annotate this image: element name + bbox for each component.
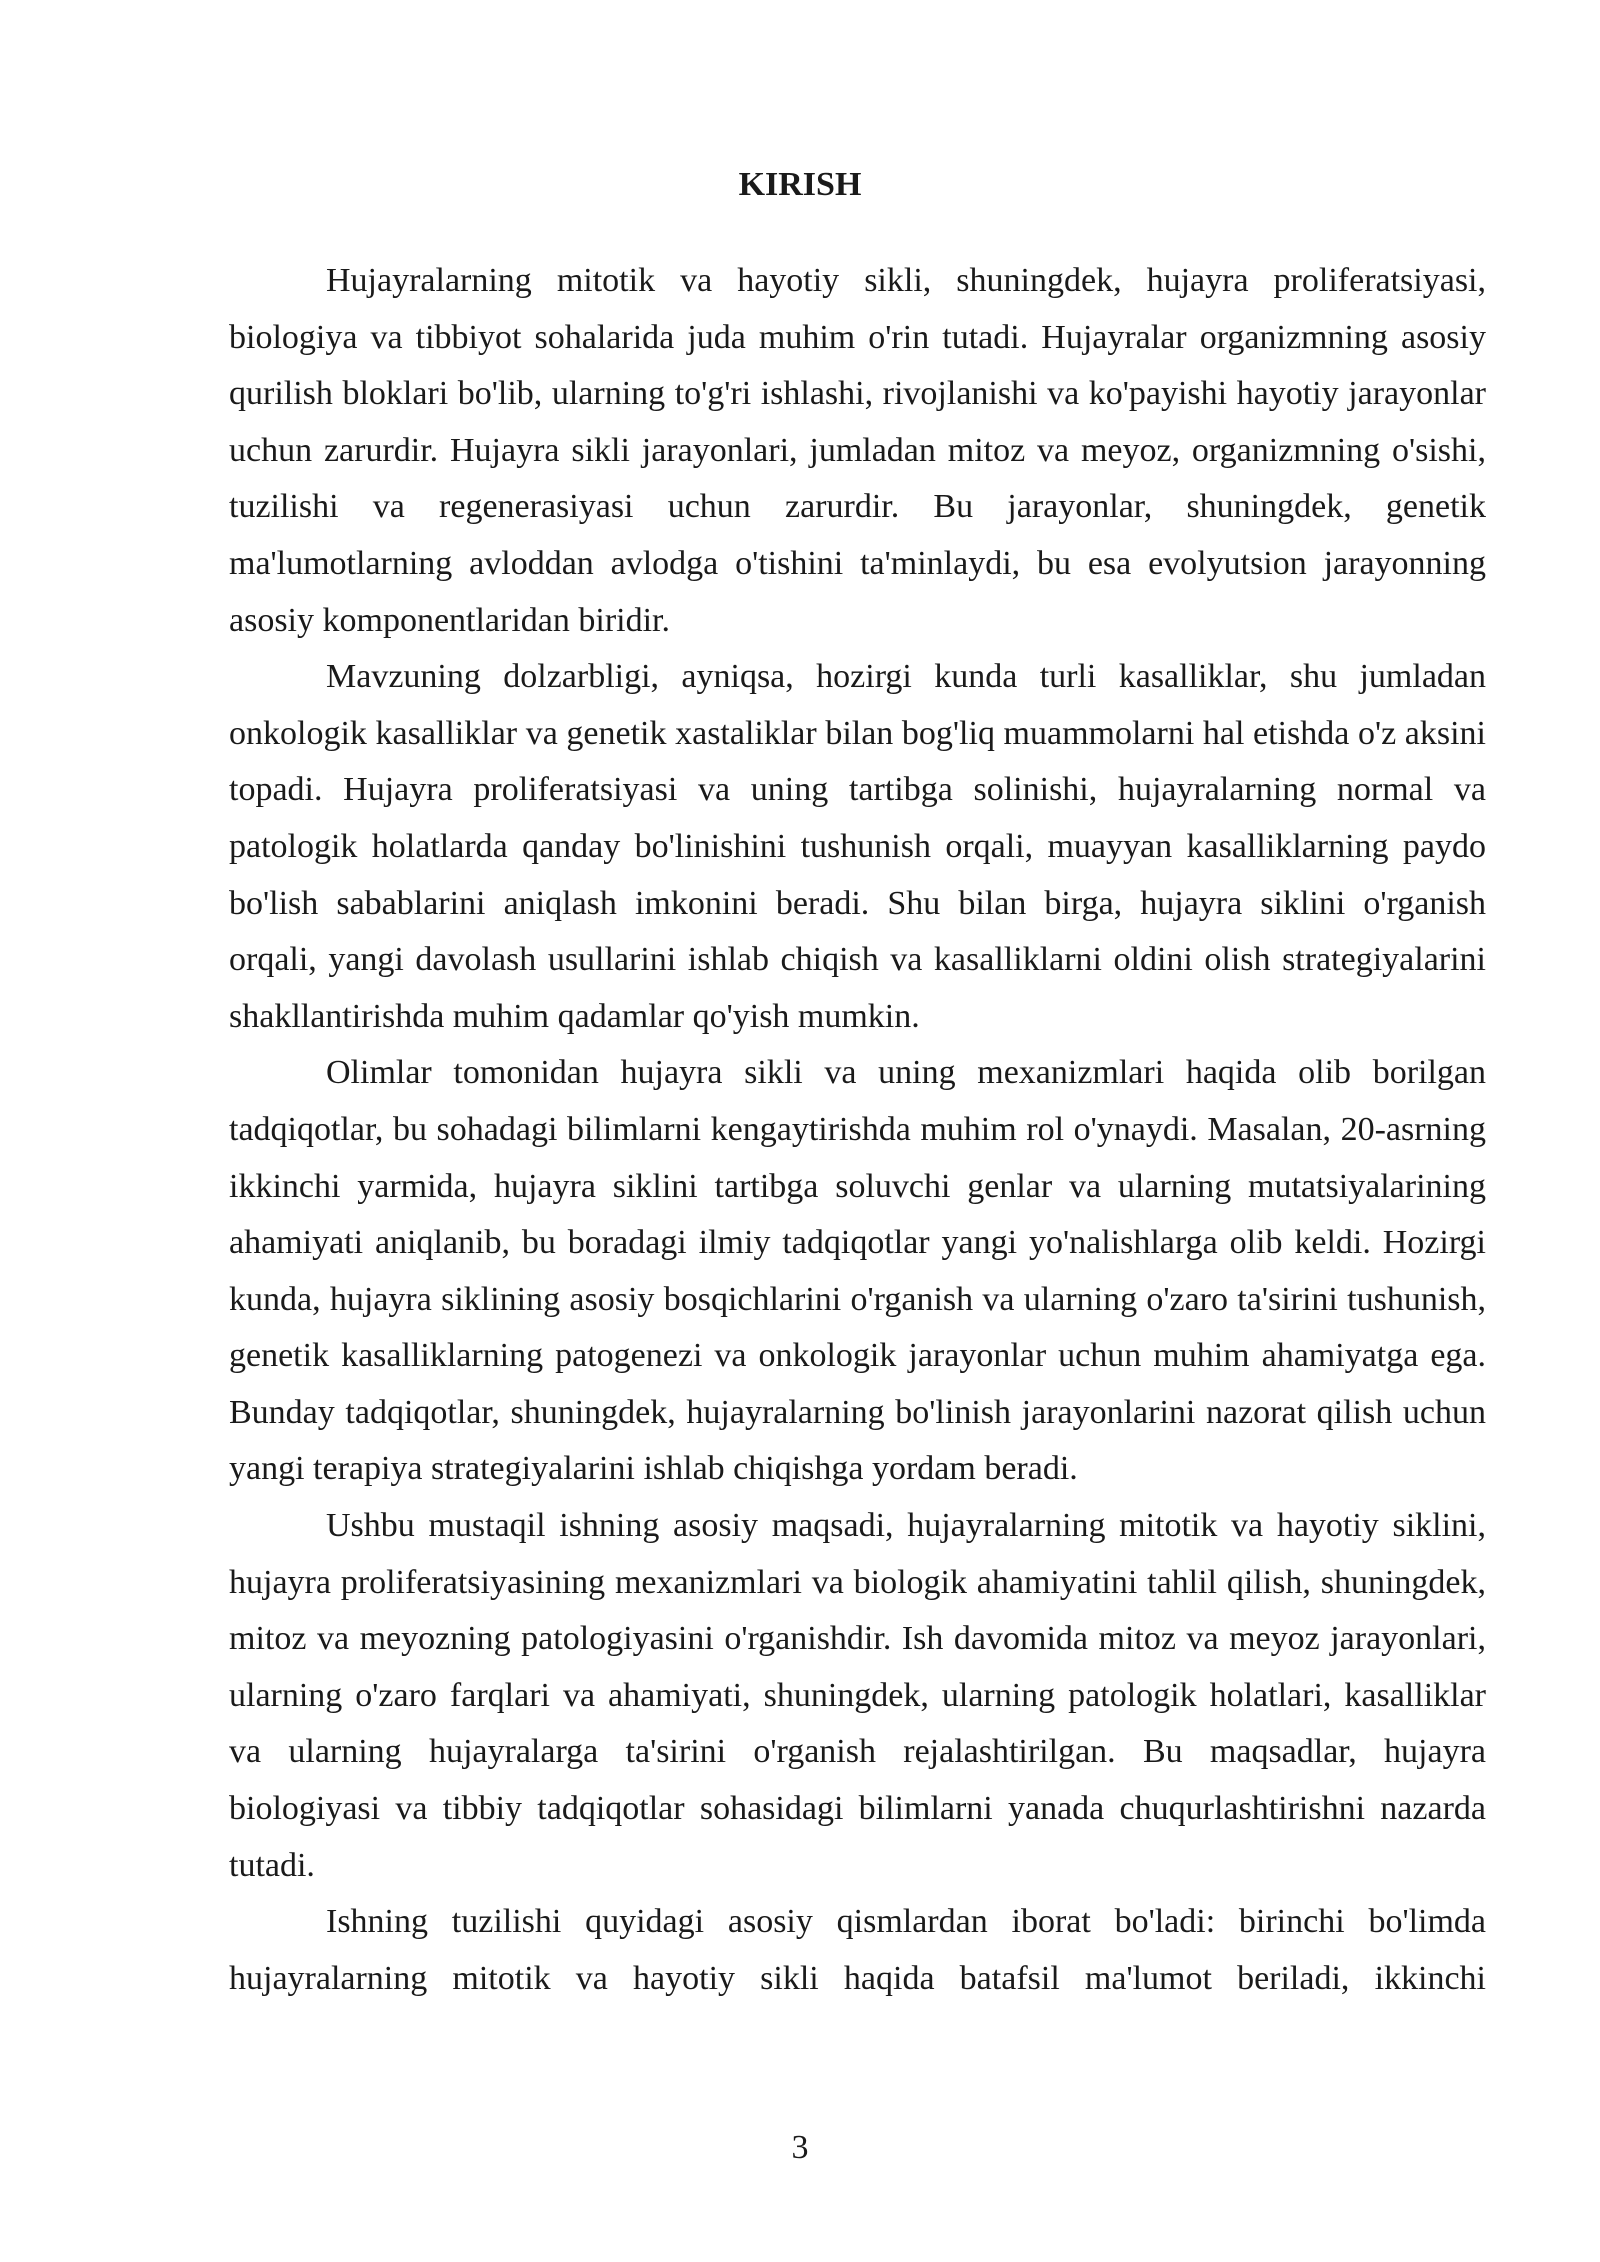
page-number: 3 — [791, 2129, 809, 2166]
paragraph-research: Olimlar tomonidan hujayra sikli va uning mexanizmlari haqida olib borilgan tadqiqotlar, bu sohadagi bilimlarni kengaytirishda muhim rol o'ynaydi. Masalan, 20-asrning ikkinchi yarmida, hujayra siklini tartibga soluvchi genlar va ularning mutatsiyalarining ahamiyati aniqlanib, bu boradagi ilmiy tadqiqotlar yangi yo'nalishlarga olib keldi. Hozirgi kunda, hujayra siklining asosiy bosqichlarini o'rganish va ularning o'zaro ta'sirini tushunish, genetik kasalliklarning patogenezi va onkologik jarayonlar uchun muhim ahamiyatga ega. Bunday tadqiqotlar, shuningdek, hujayralarning bo'linish jarayonlarini nazorat qilish uchun yangi terapiya strategiyalarini ishlab chiqishga yordam beradi. — [229, 1054, 1486, 1488]
paragraph-goal: Ushbu mustaqil ishning asosiy maqsadi, hujayralarning mitotik va hayotiy siklini, hujayra proliferatsiyasining mexanizmlari va biologik ahamiyatini tahlil qilish, shuningdek, mitoz va meyozning patologiyasini o'rganishdir. Ish davomida mitoz va meyoz jarayonlari, ularning o'zaro farqlari va ahamiyati, shuningdek, ularning patologik holatlari, kasalliklar va ularning hujayralarga ta'sirini o'rganish rejalashtirilgan. Bu maqsadlar, hujayra biologiyasi va tibbiy tadqiqotlar sohasidagi bilimlarni yanada chuqurlashtirishni nazarda tutadi. — [229, 1507, 1486, 1884]
page-title: KIRISH — [738, 166, 862, 203]
paragraph-relevance: Mavzuning dolzarbligi, ayniqsa, hozirgi kunda turli kasalliklar, shu jumladan onkologik kasalliklar va genetik xastaliklar bilan bog'liq muammolarni hal etishda o'z aksini topadi. Hujayra proliferatsiyasi va uning tartibga solinishi, hujayralarning normal va patologik holatlarda qanday bo'linishini tushunish orqali, muayyan kasalliklarning paydo bo'lish sabablarini aniqlash imkonini beradi. Shu bilan birga, hujayra siklini o'rganish orqali, yangi davolash usullarini ishlab chiqish va kasalliklarni oldini olish strategiyalarini shakllantirishda muhim qadamlar qo'yish mumkin. — [229, 658, 1486, 1035]
body-text — [229, 253, 1486, 2007]
paragraph-structure: Ishning tuzilishi quyidagi asosiy qismlardan iborat bo'ladi: birinchi bo'limda hujayralarning mitotik va hayotiy sikli haqida batafsil ma'lumot beriladi, ikkinchi — [229, 1903, 1486, 1997]
paragraph-intro: Hujayralarning mitotik va hayotiy sikli, shuningdek, hujayra proliferatsiyasi, biologiya va tibbiyot sohalarida juda muhim o'rin tutadi. Hujayralar organizmning asosiy qurilish bloklari bo'lib, ularning to'g'ri ishlashi, rivojlanishi va ko'payishi hayotiy jarayonlar uchun zarurdir. Hujayra sikli jarayonlari, jumladan mitoz va meyoz, organizmning o'sishi, tuzilishi va regenerasiyasi uchun zarurdir. Bu jarayonlar, shuningdek, genetik ma'lumotlarning avloddan avlodga o'tishini ta'minlaydi, bu esa evolyutsion jarayonning asosiy komponentlaridan biridir. — [229, 262, 1486, 639]
